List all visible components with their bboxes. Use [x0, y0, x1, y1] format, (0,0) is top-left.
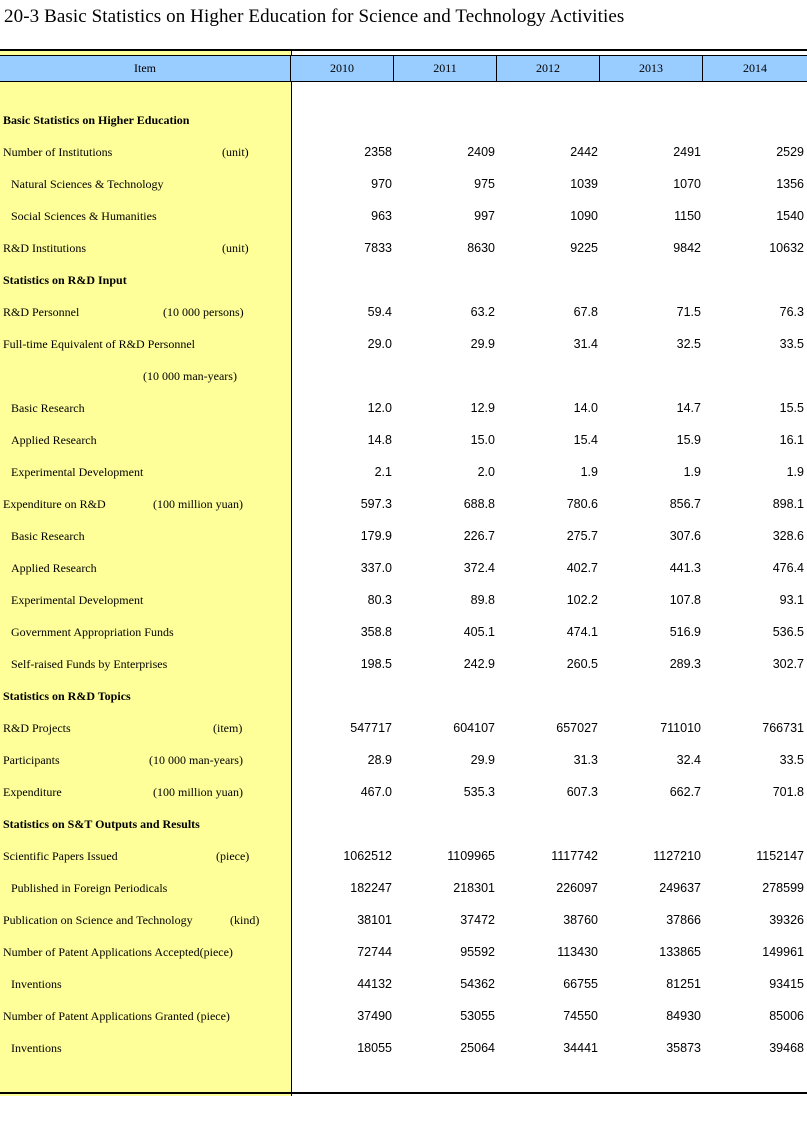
- value-cell-2011: 226.7: [463, 529, 495, 543]
- value-cell-2011: 15.0: [470, 433, 495, 447]
- value-cell-2010: 963: [371, 209, 392, 223]
- section-header-row: [0, 808, 807, 840]
- row-label: Number of Patent Applications Accepted(piece): [3, 945, 233, 959]
- table-row: [0, 232, 807, 264]
- value-cell-2013: 37866: [666, 913, 701, 927]
- table-row: [0, 872, 807, 904]
- value-cell-2010: 38101: [357, 913, 392, 927]
- row-label: Expenditure: [3, 785, 62, 799]
- value-cell-2010: 14.8: [367, 433, 392, 447]
- value-cell-2014: 10632: [769, 241, 804, 255]
- section-title: Statistics on R&D Input: [3, 273, 127, 287]
- row-label: Inventions: [11, 977, 62, 991]
- value-cell-2011: 997: [474, 209, 495, 223]
- value-cell-2011: 89.8: [470, 593, 495, 607]
- value-cell-2011: 688.8: [463, 497, 495, 511]
- row-unit: (10 000 man-years): [149, 753, 243, 767]
- table-row: [0, 360, 807, 392]
- header-year-2010: 2010: [291, 56, 394, 81]
- table-row: [0, 840, 807, 872]
- value-cell-2010: 12.0: [367, 401, 392, 415]
- value-cell-2010: 2358: [364, 145, 392, 159]
- row-label: Applied Research: [11, 561, 97, 575]
- value-cell-2010: 198.5: [360, 657, 392, 671]
- value-cell-2011: 242.9: [463, 657, 495, 671]
- value-cell-2013: 1070: [673, 177, 701, 191]
- value-cell-2014: 1152147: [756, 849, 804, 863]
- value-cell-2012: 1090: [570, 209, 598, 223]
- value-cell-2014: 33.5: [779, 337, 804, 351]
- row-label: Number of Institutions: [3, 145, 113, 159]
- value-cell-2014: 328.6: [772, 529, 804, 543]
- value-cell-2013: 107.8: [669, 593, 701, 607]
- row-label: Experimental Development: [11, 465, 144, 479]
- row-label: Government Appropriation Funds: [11, 625, 174, 639]
- table-row: [0, 1032, 807, 1064]
- value-cell-2010: 970: [371, 177, 392, 191]
- value-cell-2010: 358.8: [360, 625, 392, 639]
- value-cell-2012: 9225: [570, 241, 598, 255]
- value-cell-2010: 7833: [364, 241, 392, 255]
- table-row: [0, 424, 807, 456]
- value-cell-2012: 657027: [556, 721, 598, 735]
- value-cell-2010: 597.3: [360, 497, 392, 511]
- value-cell-2013: 81251: [666, 977, 701, 991]
- row-label: Self-raised Funds by Enterprises: [11, 657, 168, 671]
- row-label: Social Sciences & Humanities: [11, 209, 157, 223]
- table-row: [0, 584, 807, 616]
- table-row: [0, 520, 807, 552]
- value-cell-2013: 2491: [673, 145, 701, 159]
- value-cell-2011: 54362: [460, 977, 495, 991]
- value-cell-2013: 516.9: [669, 625, 701, 639]
- section-header-row: [0, 104, 807, 136]
- value-cell-2011: 63.2: [470, 305, 495, 319]
- value-cell-2010: 1062512: [343, 849, 392, 863]
- row-label: Basic Research: [11, 529, 85, 543]
- value-cell-2014: 2529: [776, 145, 804, 159]
- value-cell-2012: 402.7: [566, 561, 598, 575]
- value-cell-2012: 780.6: [566, 497, 598, 511]
- value-cell-2014: 93415: [769, 977, 804, 991]
- value-cell-2014: 536.5: [772, 625, 804, 639]
- value-cell-2013: 1127210: [653, 849, 701, 863]
- value-cell-2013: 662.7: [669, 785, 701, 799]
- value-cell-2013: 133865: [659, 945, 701, 959]
- table-row: [0, 456, 807, 488]
- page-title: 20-3 Basic Statistics on Higher Education for Science and Technology Activities: [4, 6, 625, 27]
- table-row: [0, 392, 807, 424]
- value-cell-2010: 29.0: [367, 337, 392, 351]
- value-cell-2013: 441.3: [669, 561, 701, 575]
- section-title: Basic Statistics on Higher Education: [3, 113, 190, 127]
- value-cell-2010: 80.3: [367, 593, 392, 607]
- value-cell-2011: 8630: [467, 241, 495, 255]
- section-title: Statistics on S&T Outputs and Results: [3, 817, 200, 831]
- value-cell-2012: 38760: [563, 913, 598, 927]
- row-label: R&D Projects: [3, 721, 71, 735]
- value-cell-2011: 2409: [467, 145, 495, 159]
- value-cell-2013: 249637: [659, 881, 701, 895]
- value-cell-2014: 476.4: [772, 561, 804, 575]
- value-cell-2014: 76.3: [779, 305, 804, 319]
- row-label: Participants: [3, 753, 60, 767]
- value-cell-2010: 44132: [357, 977, 392, 991]
- value-cell-2011: 405.1: [463, 625, 495, 639]
- value-cell-2011: 975: [474, 177, 495, 191]
- value-cell-2010: 547717: [350, 721, 392, 735]
- value-cell-2010: 28.9: [367, 753, 392, 767]
- value-cell-2014: 16.1: [779, 433, 804, 447]
- value-cell-2012: 260.5: [566, 657, 598, 671]
- table-row: [0, 168, 807, 200]
- value-cell-2010: 37490: [357, 1009, 392, 1023]
- header-item: Item: [0, 56, 291, 81]
- value-cell-2014: 149961: [762, 945, 804, 959]
- value-cell-2012: 31.4: [573, 337, 598, 351]
- value-cell-2014: 39326: [769, 913, 804, 927]
- value-cell-2013: 711010: [660, 721, 701, 735]
- value-cell-2013: 289.3: [669, 657, 701, 671]
- table-row: [0, 904, 807, 936]
- value-cell-2011: 95592: [460, 945, 495, 959]
- value-cell-2013: 14.7: [676, 401, 701, 415]
- row-unit: (kind): [230, 913, 260, 927]
- value-cell-2011: 535.3: [463, 785, 495, 799]
- table-row: [0, 200, 807, 232]
- value-cell-2013: 84930: [666, 1009, 701, 1023]
- value-cell-2011: 218301: [453, 881, 495, 895]
- value-cell-2013: 32.5: [676, 337, 701, 351]
- row-label: Scientific Papers Issued: [3, 849, 118, 863]
- value-cell-2011: 29.9: [470, 753, 495, 767]
- value-cell-2011: 2.0: [477, 465, 495, 479]
- table-row: [0, 744, 807, 776]
- value-cell-2014: 1356: [776, 177, 804, 191]
- value-cell-2014: 701.8: [772, 785, 804, 799]
- row-unit: (piece): [216, 849, 250, 863]
- value-cell-2014: 278599: [762, 881, 804, 895]
- table-row: [0, 776, 807, 808]
- row-unit: (100 million yuan): [153, 785, 243, 799]
- row-label: Experimental Development: [11, 593, 144, 607]
- section-header-row: [0, 264, 807, 296]
- header-year-2013: 2013: [600, 56, 703, 81]
- value-cell-2013: 307.6: [669, 529, 701, 543]
- value-cell-2012: 113430: [557, 945, 598, 959]
- value-cell-2013: 71.5: [676, 305, 701, 319]
- value-cell-2012: 1039: [570, 177, 598, 191]
- value-cell-2013: 32.4: [676, 753, 701, 767]
- value-cell-2012: 2442: [570, 145, 598, 159]
- table-row: [0, 616, 807, 648]
- value-cell-2012: 102.2: [566, 593, 598, 607]
- value-cell-2012: 1117742: [551, 849, 598, 863]
- table-bottom-rule: [0, 1092, 807, 1094]
- value-cell-2010: 2.1: [374, 465, 392, 479]
- row-label: Natural Sciences & Technology: [11, 177, 164, 191]
- value-cell-2014: 15.5: [779, 401, 804, 415]
- table-row: [0, 296, 807, 328]
- value-cell-2010: 337.0: [360, 561, 392, 575]
- row-label: Applied Research: [11, 433, 97, 447]
- value-cell-2012: 31.3: [573, 753, 598, 767]
- table-row: [0, 712, 807, 744]
- table-row: [0, 328, 807, 360]
- value-cell-2014: 85006: [769, 1009, 804, 1023]
- header-year-2012: 2012: [497, 56, 600, 81]
- row-label: R&D Personnel: [3, 305, 80, 319]
- value-cell-2014: 33.5: [779, 753, 804, 767]
- value-cell-2012: 34441: [563, 1041, 598, 1055]
- row-label: Expenditure on R&D: [3, 497, 106, 511]
- row-label: Publication on Science and Technology: [3, 913, 193, 927]
- value-cell-2010: 59.4: [367, 305, 392, 319]
- value-cell-2013: 1.9: [683, 465, 701, 479]
- value-cell-2012: 74550: [563, 1009, 598, 1023]
- header-year-2011: 2011: [394, 56, 497, 81]
- value-cell-2012: 275.7: [566, 529, 598, 543]
- value-cell-2010: 72744: [357, 945, 392, 959]
- value-cell-2014: 898.1: [772, 497, 804, 511]
- value-cell-2013: 15.9: [676, 433, 701, 447]
- value-cell-2012: 67.8: [573, 305, 598, 319]
- value-cell-2014: 1540: [776, 209, 804, 223]
- table-header: [0, 55, 807, 82]
- table-row: [0, 1000, 807, 1032]
- value-cell-2011: 25064: [460, 1041, 495, 1055]
- table-row: [0, 136, 807, 168]
- row-unit: (unit): [222, 145, 249, 159]
- row-label: Published in Foreign Periodicals: [11, 881, 168, 895]
- value-cell-2014: 93.1: [779, 593, 804, 607]
- value-cell-2011: 53055: [460, 1009, 495, 1023]
- value-cell-2011: 604107: [453, 721, 495, 735]
- value-cell-2010: 467.0: [360, 785, 392, 799]
- section-title: Statistics on R&D Topics: [3, 689, 131, 703]
- row-label: Full-time Equivalent of R&D Personnel: [3, 337, 195, 351]
- row-unit: (100 million yuan): [153, 497, 243, 511]
- row-unit: (item): [213, 721, 243, 735]
- value-cell-2012: 607.3: [566, 785, 598, 799]
- value-cell-2011: 29.9: [470, 337, 495, 351]
- value-cell-2012: 66755: [563, 977, 598, 991]
- table-row: [0, 936, 807, 968]
- value-cell-2011: 37472: [460, 913, 495, 927]
- table-row: [0, 552, 807, 584]
- row-unit: (unit): [222, 241, 249, 255]
- table-row: [0, 488, 807, 520]
- value-cell-2012: 474.1: [566, 625, 598, 639]
- value-cell-2010: 18055: [357, 1041, 392, 1055]
- row-unit: (10 000 man-years): [143, 369, 237, 383]
- value-cell-2012: 226097: [556, 881, 598, 895]
- value-cell-2011: 372.4: [463, 561, 495, 575]
- value-cell-2011: 1109965: [447, 849, 495, 863]
- value-cell-2013: 856.7: [669, 497, 701, 511]
- value-cell-2012: 1.9: [580, 465, 598, 479]
- row-unit: (10 000 persons): [163, 305, 244, 319]
- table-row: [0, 648, 807, 680]
- value-cell-2010: 182247: [350, 881, 392, 895]
- value-cell-2013: 35873: [666, 1041, 701, 1055]
- value-cell-2011: 12.9: [470, 401, 495, 415]
- value-cell-2010: 179.9: [360, 529, 392, 543]
- value-cell-2012: 14.0: [573, 401, 598, 415]
- header-year-2014: 2014: [743, 61, 767, 75]
- section-header-row: [0, 680, 807, 712]
- value-cell-2012: 15.4: [573, 433, 598, 447]
- row-label: Inventions: [11, 1041, 62, 1055]
- row-label: Number of Patent Applications Granted (piece): [3, 1009, 230, 1023]
- value-cell-2014: 766731: [762, 721, 804, 735]
- table-row: [0, 968, 807, 1000]
- value-cell-2013: 1150: [674, 209, 701, 223]
- row-label: Basic Research: [11, 401, 85, 415]
- value-cell-2014: 39468: [769, 1041, 804, 1055]
- value-cell-2014: 1.9: [786, 465, 804, 479]
- value-cell-2013: 9842: [673, 241, 701, 255]
- row-label: R&D Institutions: [3, 241, 87, 255]
- value-cell-2014: 302.7: [772, 657, 804, 671]
- statistics-table: [0, 49, 807, 1096]
